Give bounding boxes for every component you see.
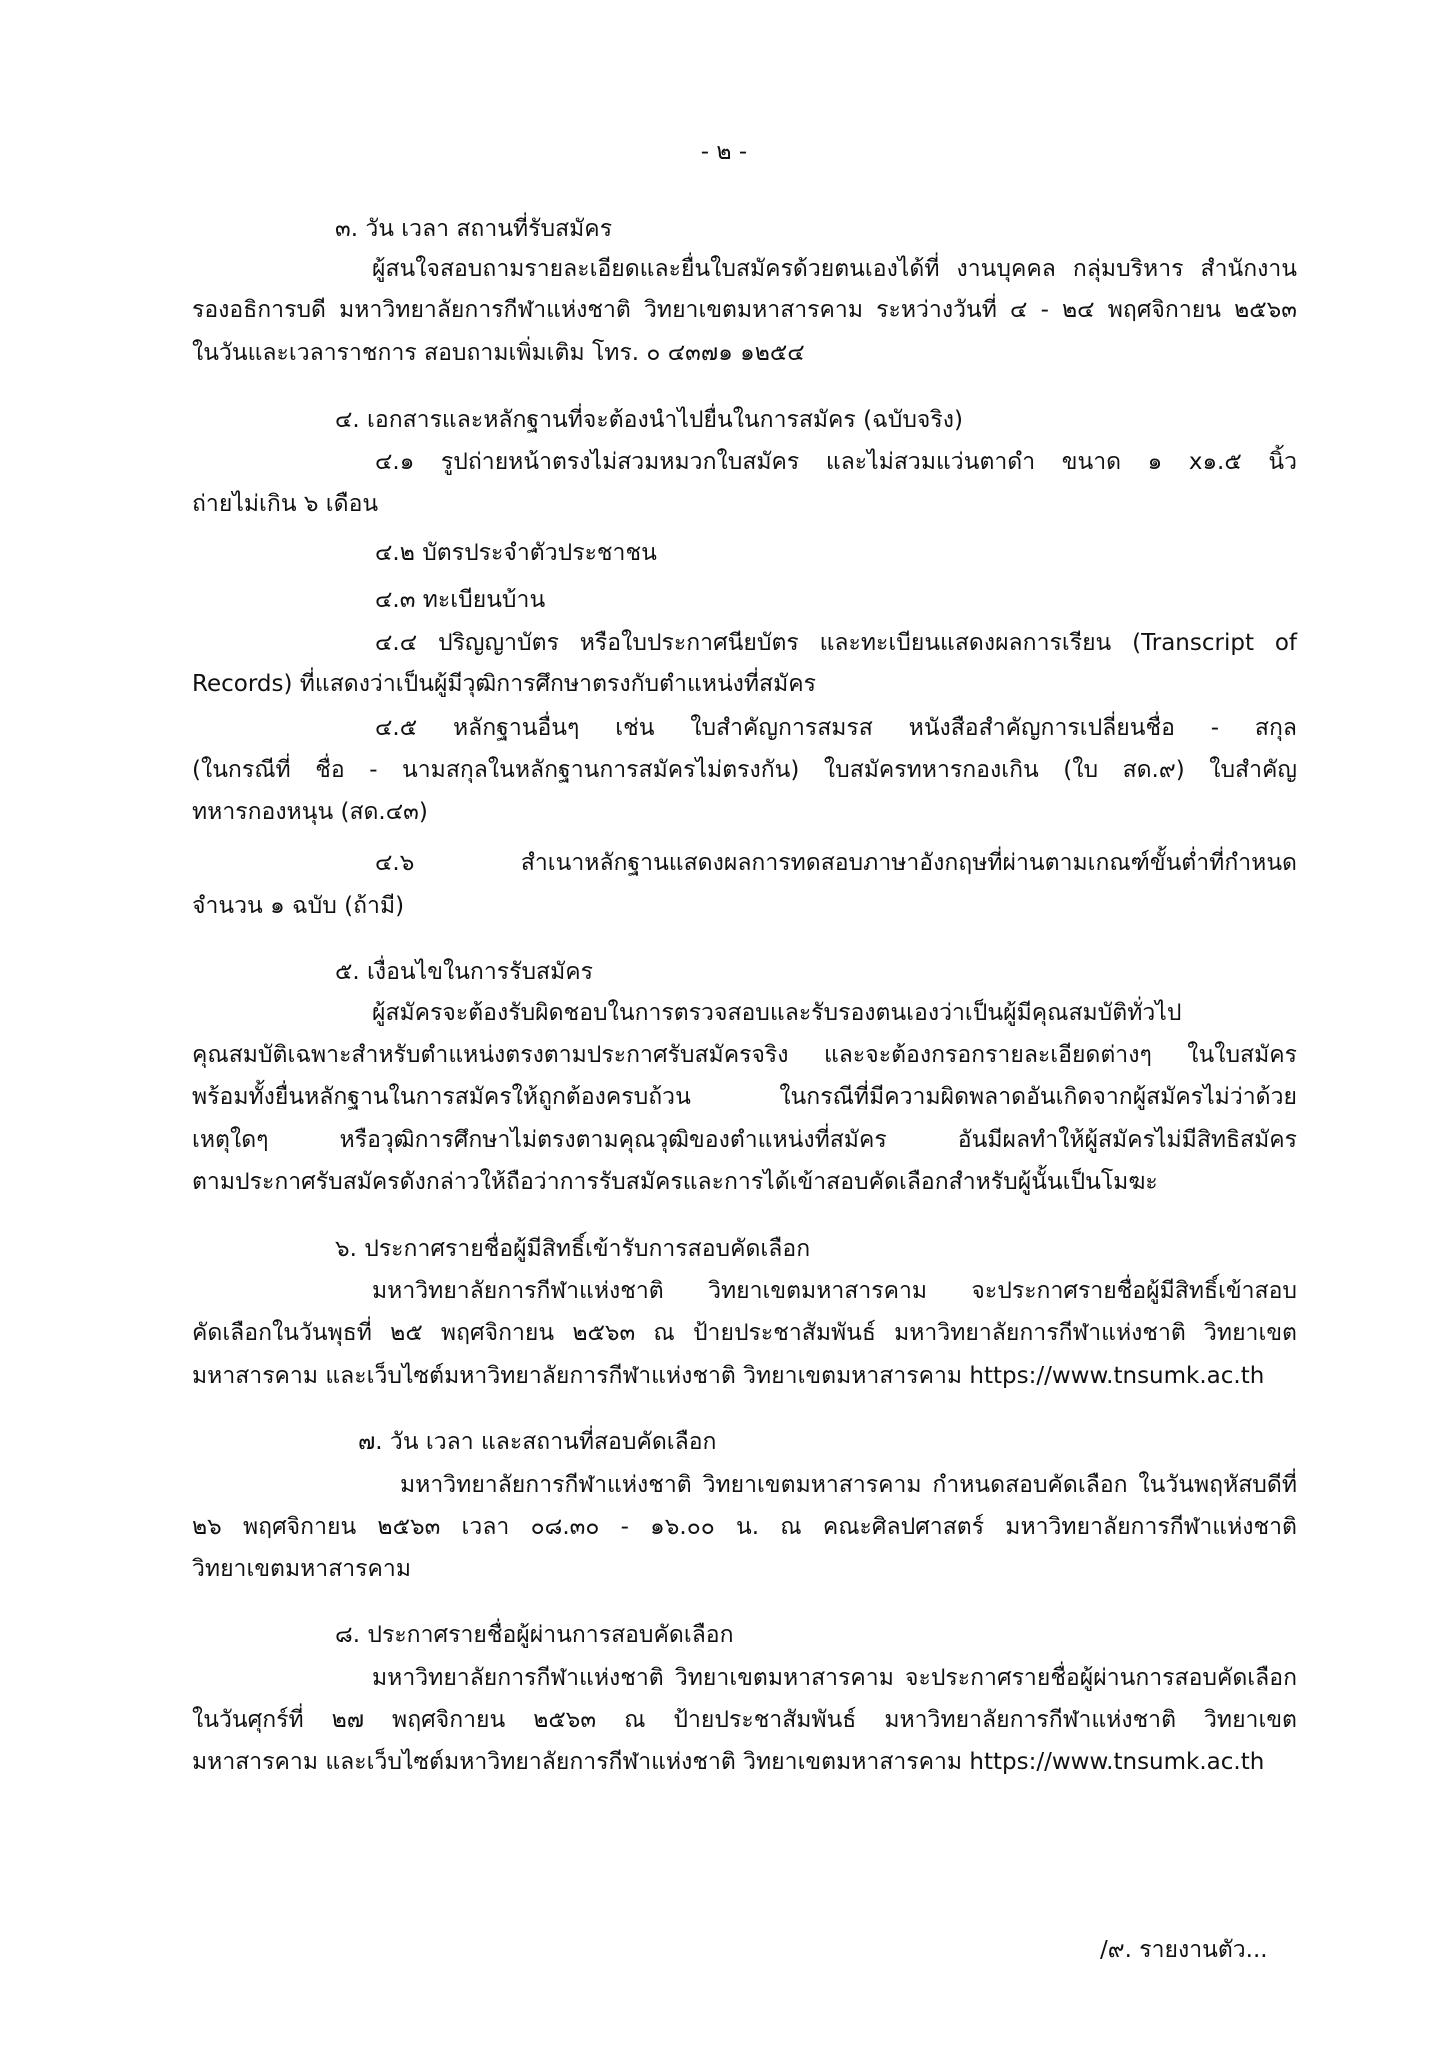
paragraph-line: Records) ที่แสดงว่าเป็นผู้มีวุฒิการศึกษาตรงกับตำแหน่งที่สมัคร [192, 671, 816, 697]
page-number: - ๒ - [700, 139, 748, 165]
section-heading-3: ๓. วัน เวลา สถานที่รับสมัคร [335, 216, 613, 242]
paragraph-line: คัดเลือกในวันพุธที่ ๒๕ พฤศจิกายน ๒๕๖๓ ณ ป้ายประชาสัมพันธ์ มหาวิทยาลัยการกีฬาแห่งชาติ วิทยาเขต [192, 1320, 1297, 1346]
section-heading-6: ๖. ประกาศรายชื่อผู้มีสิทธิ์เข้ารับการสอบคัดเลือก [335, 1236, 811, 1262]
section-heading-5: ๕. เงื่อนไขในการรับสมัคร [335, 959, 593, 985]
paragraph-line: ผู้สมัครจะต้องรับผิดชอบในการตรวจสอบและรับรองตนเองว่าเป็นผู้มีคุณสมบัติทั่วไป [372, 1000, 1182, 1026]
paragraph-line: ในวันศุกร์ที่ ๒๗ พฤศจิกายน ๒๕๖๓ ณ ป้ายประชาสัมพันธ์ มหาวิทยาลัยการกีฬาแห่งชาติ วิทยาเขต [192, 1707, 1297, 1733]
section-heading-8: ๘. ประกาศรายชื่อผู้ผ่านการสอบคัดเลือก [335, 1622, 734, 1648]
paragraph-line: ผู้สนใจสอบถามรายละเอียดและยื่นใบสมัครด้วยตนเองได้ที่ งานบุคคล กลุ่มบริหาร สำนักงาน [372, 256, 1297, 282]
paragraph-line: จำนวน ๑ ฉบับ (ถ้ามี) [192, 893, 405, 919]
paragraph-line: รองอธิการบดี มหาวิทยาลัยการกีฬาแห่งชาติ วิทยาเขตมหาสารคาม ระหว่างวันที่ ๔ - ๒๔ พฤศจิกายน ๒๕๖๓ [192, 297, 1297, 323]
paragraph-line: วิทยาเขตมหาสารคาม [192, 1556, 411, 1582]
list-item-4-4: ๔.๔ ปริญญาบัตร หรือใบประกาศนียบัตร และทะเบียนแสดงผลการเรียน (Transcript of [375, 630, 1297, 656]
paragraph-line: พร้อมทั้งยื่นหลักฐานในการสมัครให้ถูกต้องครบถ้วน ในกรณีที่มีความผิดพลาดอันเกิดจากผู้สมัครไม่ว่าด้วย [192, 1084, 1297, 1110]
list-item-4-2: ๔.๒ บัตรประจำตัวประชาชน [375, 540, 657, 566]
paragraph-line: มหาวิทยาลัยการกีฬาแห่งชาติ วิทยาเขตมหาสารคาม กำหนดสอบคัดเลือก ในวันพฤหัสบดีที่ [400, 1472, 1297, 1498]
list-item-4-6: ๔.๖ สำเนาหลักฐานแสดงผลการทดสอบภาษาอังกฤษที่ผ่านตามเกณฑ์ขั้นต่ำที่กำหนด [375, 850, 1297, 876]
paragraph-line: มหาสารคาม และเว็บไซต์มหาวิทยาลัยการกีฬาแห่งชาติ วิทยาเขตมหาสารคาม https://www.tnsumk.ac.th [192, 1363, 1265, 1389]
paragraph-line: มหาวิทยาลัยการกีฬาแห่งชาติ วิทยาเขตมหาสารคาม จะประกาศรายชื่อผู้ผ่านการสอบคัดเลือก [372, 1665, 1297, 1691]
paragraph-line: ถ่ายไม่เกิน ๖ เดือน [192, 491, 379, 517]
paragraph-line: ทหารกองหนุน (สด.๔๓) [192, 799, 428, 825]
list-item-4-1: ๔.๑ รูปถ่ายหน้าตรงไม่สวมหมวกใบสมัคร และไม่สวมแว่นตาดำ ขนาด ๑ x๑.๕ นิ้ว [375, 449, 1297, 475]
paragraph-line: มหาสารคาม และเว็บไซต์มหาวิทยาลัยการกีฬาแห่งชาติ วิทยาเขตมหาสารคาม https://www.tnsumk.ac.th [192, 1749, 1265, 1775]
paragraph-line: (ในกรณีที่ ชื่อ - นามสกุลในหลักฐานการสมัครไม่ตรงกัน) ใบสมัครทหารกองเกิน (ใบ สด.๙) ใบสำคัญ [192, 757, 1297, 783]
paragraph-line: ๒๖ พฤศจิกายน ๒๕๖๓ เวลา ๐๘.๓๐ - ๑๖.๐๐ น. ณ คณะศิลปศาสตร์ มหาวิทยาลัยการกีฬาแห่งชาติ [192, 1514, 1297, 1540]
section-heading-4: ๔. เอกสารและหลักฐานที่จะต้องนำไปยื่นในการสมัคร (ฉบับจริง) [335, 407, 963, 433]
section-heading-7: ๗. วัน เวลา และสถานที่สอบคัดเลือก [358, 1429, 717, 1455]
paragraph-line: มหาวิทยาลัยการกีฬาแห่งชาติ วิทยาเขตมหาสารคาม จะประกาศรายชื่อผู้มีสิทธิ์เข้าสอบ [372, 1278, 1297, 1304]
paragraph-line: ตามประกาศรับสมัครดังกล่าวให้ถือว่าการรับสมัครและการได้เข้าสอบคัดเลือกสำหรับผู้นั้นเป็นโมฆะ [192, 1169, 1158, 1195]
list-item-4-5: ๔.๕ หลักฐานอื่นๆ เช่น ใบสำคัญการสมรส หนังสือสำคัญการเปลี่ยนชื่อ - สกุล [375, 715, 1297, 741]
paragraph-line: คุณสมบัติเฉพาะสำหรับตำแหน่งตรงตามประกาศรับสมัครจริง และจะต้องกรอกรายละเอียดต่างๆ ในใบสมัคร [192, 1042, 1297, 1068]
paragraph-line: เหตุใดๆ หรือวุฒิการศึกษาไม่ตรงตามคุณวุฒิของตำแหน่งที่สมัคร อันมีผลทำให้ผู้สมัครไม่มีสิทธิสมัคร [192, 1127, 1297, 1153]
continuation-note: /๙. รายงานตัว... [1100, 1937, 1268, 1963]
paragraph-line: ในวันและเวลาราชการ สอบถามเพิ่มเติม โทร. ๐ ๔๓๗๑ ๑๒๕๔ [192, 340, 805, 366]
list-item-4-3: ๔.๓ ทะเบียนบ้าน [375, 587, 546, 613]
